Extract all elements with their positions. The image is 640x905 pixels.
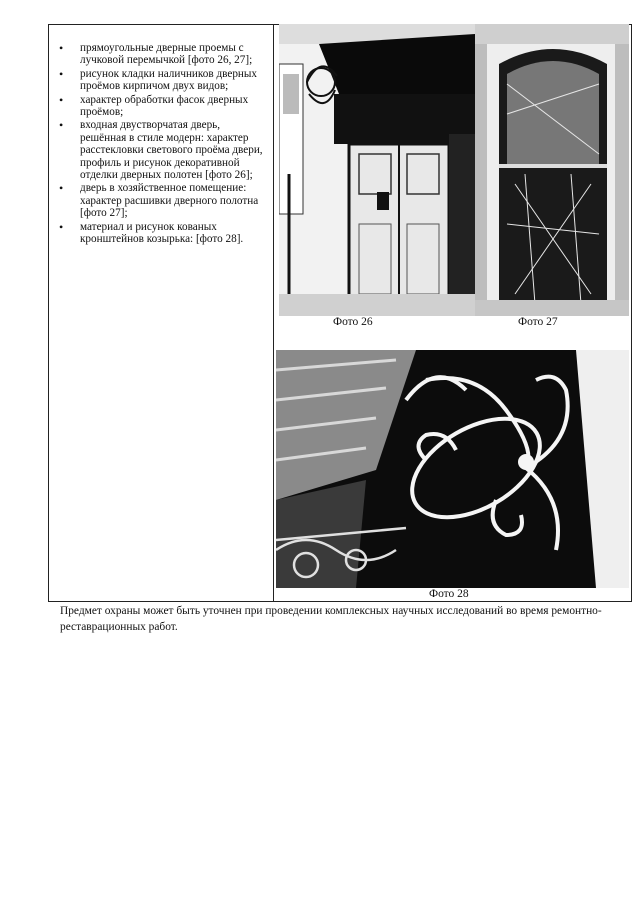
photo-28-caption: Фото 28 [429, 588, 469, 600]
list-item: • материал и рисунок кованых кронштейнов козырька: [фото 28]. [56, 221, 266, 246]
photo-27-caption: Фото 27 [518, 316, 558, 328]
protection-list [56, 42, 266, 247]
photo-26-image [279, 24, 475, 316]
photo-27-image [475, 24, 629, 316]
list-item: • характер обработки фасок дверных проёмов; [56, 94, 266, 119]
table-divider [273, 24, 274, 602]
photo-26-caption: Фото 26 [333, 316, 373, 328]
photo-28-image [276, 350, 629, 588]
list-item: • входная двустворчатая дверь, решённая в стиле модерн: характер расстекловки светового проёма двери, профиль и рисунок декоративной отделки дверных полотен [фото 26]; [56, 119, 266, 181]
list-item: • прямоугольные дверные проемы с лучковой перемычкой [фото 26, 27]; [56, 42, 266, 67]
list-item: • дверь в хозяйственное помещение: характер расшивки дверного полотна [фото 27]; [56, 182, 266, 219]
list-item: • рисунок кладки наличников дверных проёмов кирпичом двух видов; [56, 68, 266, 93]
note-paragraph: Предмет охраны может быть уточнен при проведении комплексных научных исследований во время ремонтно-реставрационных работ. [60, 605, 602, 633]
